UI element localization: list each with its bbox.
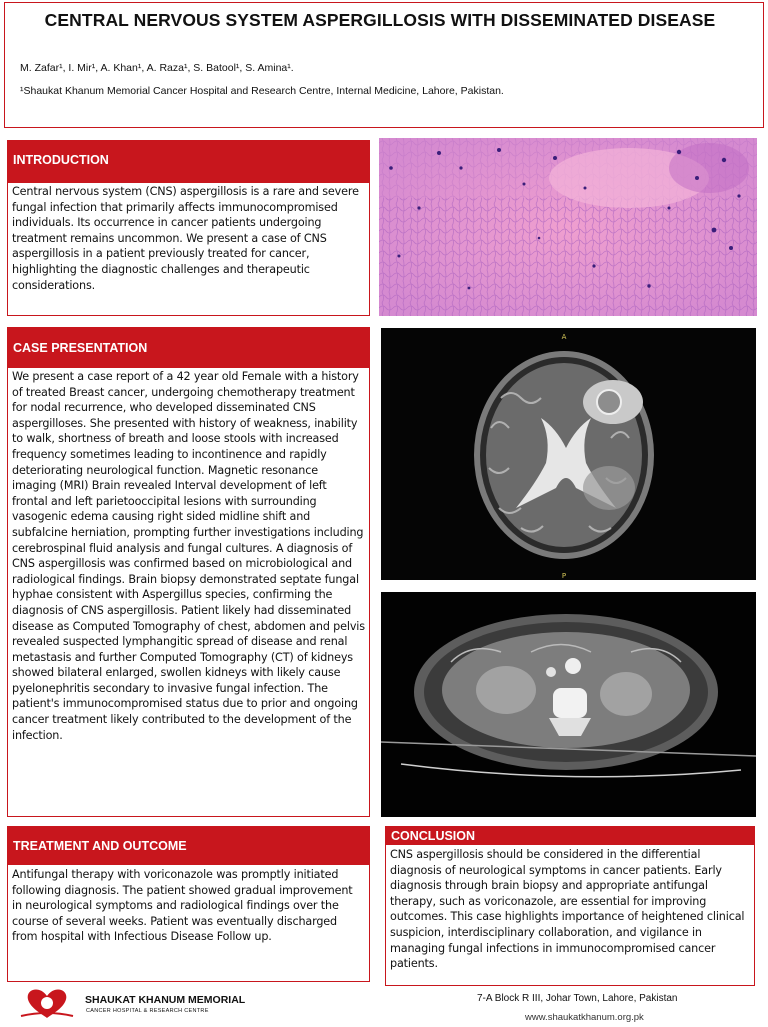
poster-title: CENTRAL NERVOUS SYSTEM ASPERGILLOSIS WITH DISSEMINATED DISEASE	[44, 10, 716, 30]
conclusion-heading: CONCLUSION	[391, 829, 476, 843]
histology-image	[379, 138, 757, 316]
mri-brain-image	[381, 328, 756, 580]
mri-label-anterior: A	[561, 333, 567, 341]
introduction-header	[8, 141, 369, 183]
conclusion-section	[385, 826, 755, 986]
treatment-heading: TREATMENT AND OUTCOME	[13, 839, 187, 853]
conclusion-header	[386, 827, 754, 845]
case-presentation-heading: CASE PRESENTATION	[13, 341, 148, 355]
hospital-logo-icon	[17, 986, 77, 1022]
author-list: M. Zafar¹, I. Mir¹, A. Khan¹, A. Raza¹, S. Batool¹, S. Amina¹.	[20, 62, 294, 74]
treatment-header	[8, 827, 369, 865]
case-presentation-header	[8, 328, 369, 368]
conclusion-text: CNS aspergillosis should be considered in the differential diagnosis of neurological symptoms in cancer patients. Early diagnosis through brain biopsy and appropriate antifungal therapy, such as voriconazole, are essential for improving outcomes. This case highlights importance of heightened clinical suspicion, interdisciplinary collaboration, and vigilance in managing fungal infections in immunocompromised cancer patients.	[390, 848, 745, 971]
footer-website[interactable]: www.shaukatkhanum.org.pk	[525, 1012, 644, 1023]
hospital-logo-subtitle: CANCER HOSPITAL & RESEARCH CENTRE	[86, 1008, 209, 1014]
mri-label-posterior: P	[561, 572, 567, 580]
hospital-logo	[17, 986, 77, 1022]
affiliation: ¹Shaukat Khanum Memorial Cancer Hospital and Research Centre, Internal Medicine, Lahore, Pakistan.	[20, 85, 504, 97]
ct-abdomen-image	[381, 592, 756, 817]
introduction-section	[7, 140, 370, 316]
case-presentation-text: We present a case report of a 42 year old Female with a history of treated Breast cancer, undergoing chemotherapy treatment for nodal recurrence, who developed disseminated CNS aspergilloses. She presented with history of weakness, inability to walk, shortness of breath and loose stools with increased frequency sometimes leading to incontinence and rapidly deteriorating neurological function. Magnetic resonance imaging (MRI) Brain revealed Interval development of left frontal and left parietooccipital lesions with surrounding vasogenic edema causing right sided midline shift and subfalcine herniation, prompting further investigations including cerebrospinal fluid analysis and fungal cultures. A diagnosis of CNS aspergillosis was confirmed based on microbiological and radiological findings. Brain biopsy demonstrated septate fungal hyphae consistent with Aspergillus species, confirming the diagnosis of CNS aspergillosis. Patient likely had disseminated disease as Computed Tomography of chest, abdomen and pelvis revealed suspected lymphangitic spread of disease and renal metastasis and further Computed Tomography (CT) of kidneys showed bilateral enlarged, swollen kidneys with likely cause pyelonephritis secondary to invasive fungal infection. The patient's immunocompromised status due to prior and ongoing cancer treatment likely contributed to the development of the infection.	[12, 370, 365, 742]
introduction-text: Central nervous system (CNS) aspergillosis is a rare and severe fungal infection that primarily affects immunocompromised individuals. Its occurrence in cancer patients undergoing treatment remains uncommon. We present a case of CNS aspergillosis in a patient previously treated for cancer, highlighting the diagnostic challenges and therapeutic considerations.	[12, 185, 359, 292]
footer-address: 7-A Block R III, Johar Town, Lahore, Pakistan	[477, 993, 678, 1004]
case-presentation-section	[7, 327, 370, 817]
treatment-text: Antifungal therapy with voriconazole was promptly initiated following diagnosis. The patient showed gradual improvement in neurological symptoms and radiological findings over the course of several weeks. Patient was eventually discharged from hospital with Infectious Disease Follow up.	[12, 868, 353, 944]
treatment-section	[7, 826, 370, 982]
introduction-heading: INTRODUCTION	[13, 153, 109, 167]
hospital-logo-name: SHAUKAT KHANUM MEMORIAL	[85, 994, 246, 1006]
